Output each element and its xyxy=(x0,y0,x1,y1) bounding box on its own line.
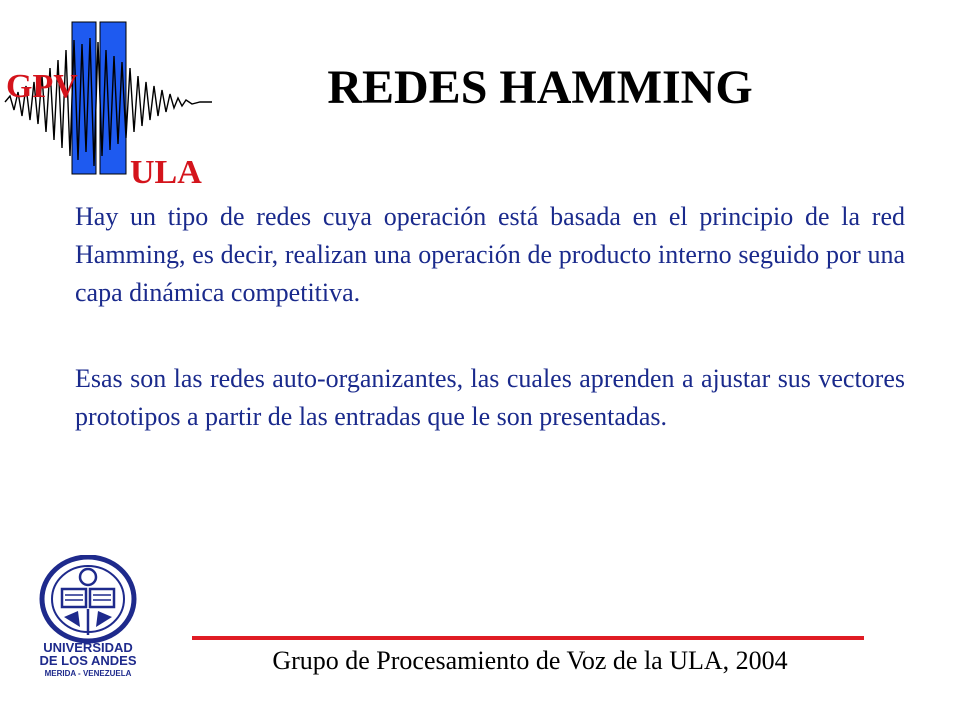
paragraph-1: Hay un tipo de redes cuya operación está basada en el principio de la red Hamming, es decir, realizan una operación de producto interno seguido por una capa dinámica competitiva. xyxy=(75,202,905,307)
gpv-logo-text: GPV xyxy=(6,68,78,105)
crest-emblem-icon xyxy=(28,555,148,680)
paragraph-2: Esas son las redes auto-organizantes, las cuales aprenden a ajustar sus vectores prototipos a partir de las entradas que le son presentadas. xyxy=(75,364,905,431)
crest-line-3: MERIDA - VENEZUELA xyxy=(44,669,132,678)
slide-title: REDES HAMMING xyxy=(327,61,753,114)
crest-line-1: UNIVERSIDAD xyxy=(43,640,133,655)
footer-divider xyxy=(192,636,864,640)
gpv-logo xyxy=(0,20,220,191)
university-crest xyxy=(28,555,148,680)
footer-text: Grupo de Procesamiento de Voz de la ULA, 2004 xyxy=(272,646,788,675)
crest-line-2: DE LOS ANDES xyxy=(39,653,137,668)
ula-logo-text: ULA xyxy=(130,154,202,191)
